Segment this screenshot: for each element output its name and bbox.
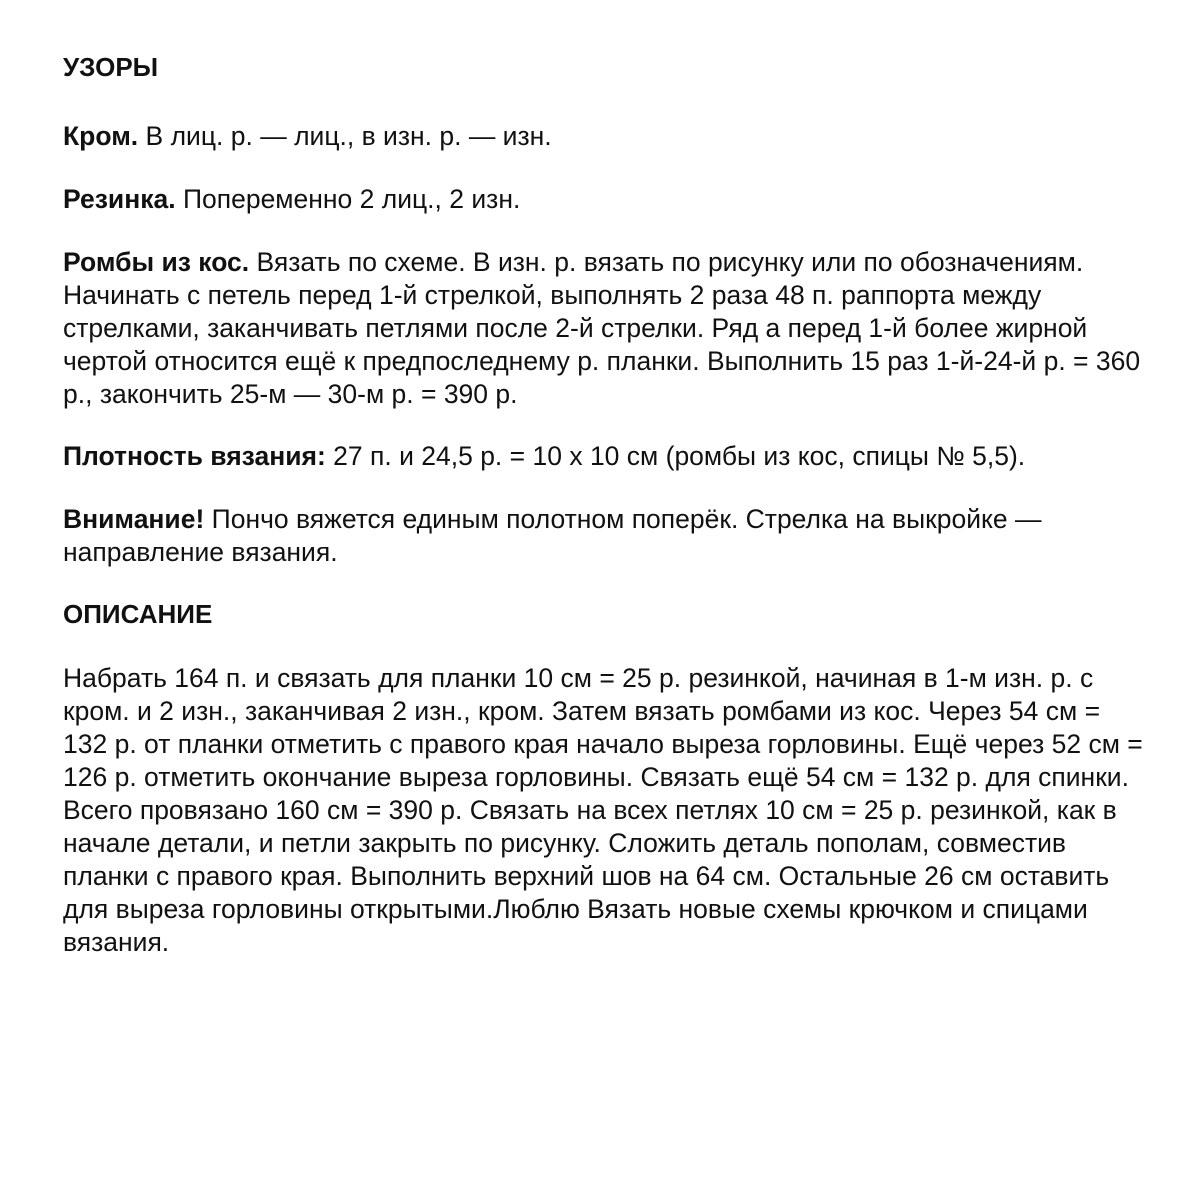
- edge-stitch-text: В лиц. р. — лиц., в изн. р. — изн.: [138, 121, 552, 151]
- document-page: [63, 52, 1148, 959]
- rib-text: Попеременно 2 лиц., 2 изн.: [175, 184, 521, 214]
- gauge-paragraph: [63, 440, 1148, 473]
- gauge-text: 27 п. и 24,5 р. = 10 х 10 см (ромбы из кос, спицы № 5,5).: [325, 441, 1026, 471]
- attention-paragraph: [63, 503, 1148, 569]
- patterns-heading: УЗОРЫ: [63, 52, 159, 82]
- description-paragraph: Набрать 164 п. и связать для планки 10 см = 25 р. резинкой, начиная в 1-м изн. р. с кром. и 2 изн., заканчивая 2 изн., кром. Затем вязать ромбами из кос. Через 54 см = 132 р. от планки отметить с правого края начало выреза горловины. Ещё через 52 см = 126 р. отметить окончание выреза горловины. Связать ещё 54 см = 132 р. для спинки. Всего провязано 160 см = 390 р. Связать на всех петлях 10 см = 25 р. резинкой, как в начале детали, и петли закрыть по рисунку. Сложить деталь пополам, совместив планки с правого края. Выполнить верхний шов на 64 см. Остальные 26 см оставить для выреза горловины открытыми.Люблю Вязать новые схемы крючком и спицами вязания.: [63, 663, 1143, 957]
- rhombs-paragraph: [63, 246, 1148, 411]
- rhombs-text: Вязать по схеме. В изн. р. вязать по рисунку или по обозначениям. Начинать с петель перед 1-й стрелкой, выполнять 2 раза 48 п. раппорта между стрелками, заканчивать петлями после 2-й стрелки. Ряд а перед 1-й более жирной чертой относится ещё к предпоследнему р. планки. Выполнить 15 раз 1-й-24-й р. = 360 р., закончить 25-м — 30-м р. = 390 р.: [63, 247, 1141, 409]
- attention-label: Внимание!: [63, 504, 205, 534]
- attention-text: Пончо вяжется единым полотном поперёк. Стрелка на выкройке — направление вязания.: [63, 504, 1042, 567]
- edge-stitch-label: Кром.: [63, 121, 139, 151]
- rib-paragraph: [63, 183, 1148, 216]
- rhombs-label: Ромбы из кос.: [63, 247, 250, 277]
- rib-label: Резинка.: [63, 184, 176, 214]
- edge-stitch-paragraph: [63, 120, 1148, 153]
- gauge-label: Плотность вязания:: [63, 441, 326, 471]
- description-heading: ОПИСАНИЕ: [63, 599, 213, 629]
